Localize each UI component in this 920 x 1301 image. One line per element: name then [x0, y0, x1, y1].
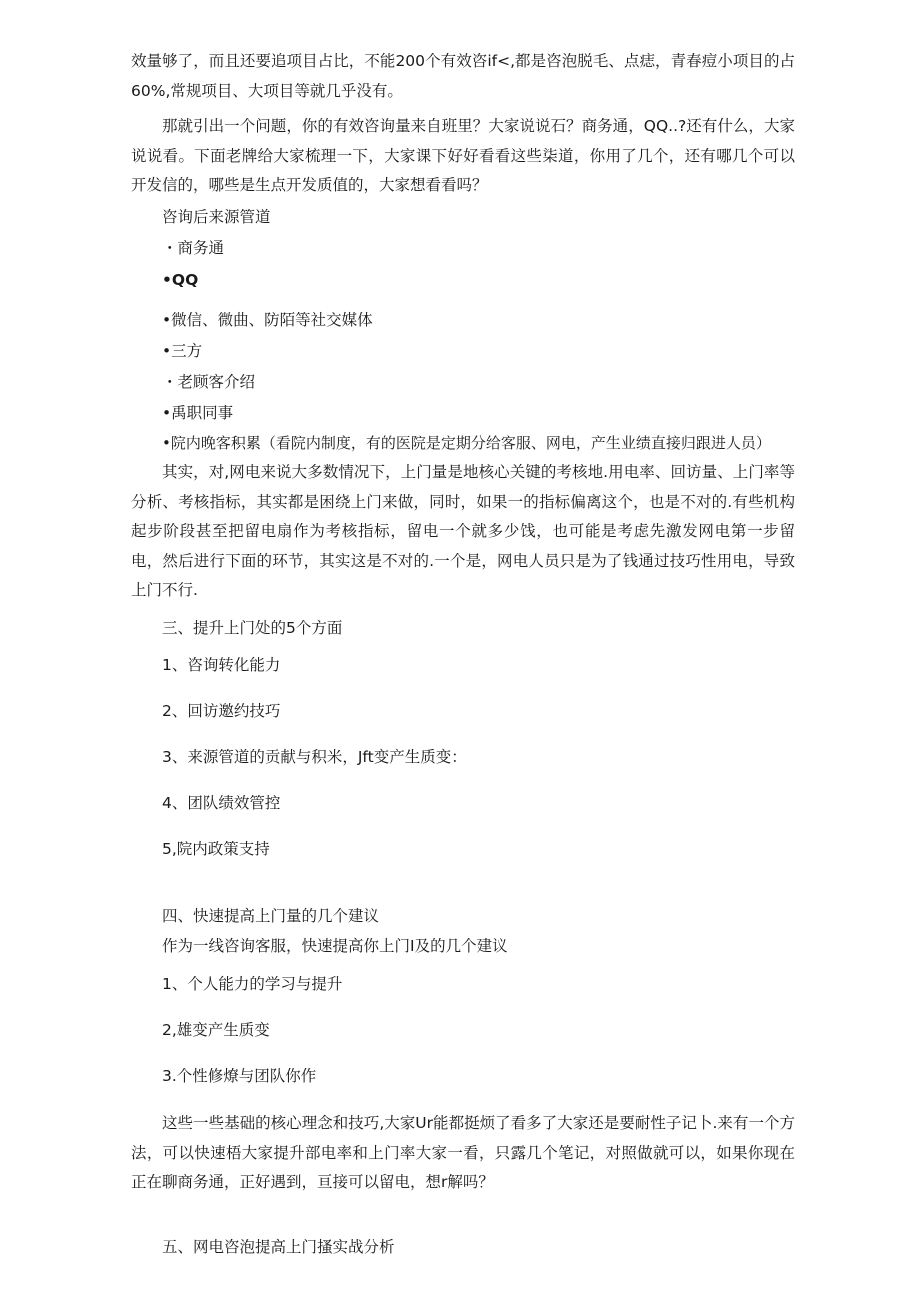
- intro-paragraph: 效量够了，而且还要追项目占比，不能200个有效咨if<,都是咨泡脱毛、点痣，青春痘小项目的占60%,常规项目、大项目等就几乎没有。: [131, 52, 795, 100]
- source-item: ・商务通: [162, 239, 225, 257]
- section4-subtitle: 作为一线咨询客服，快速提高你上门I及的几个建议: [162, 937, 508, 955]
- closing-paragraph: 这些一些基础的核心理念和技巧,大家Ur能都挺烦了看多了大家还是要耐性子记卜.来有一个方法，可以快速梧大家提升部电率和上门率大家一看，只露几个笔记，对照做就可以，如果你现在正在聊商务通，正好遇到，亘接可以留电，想r解吗？: [131, 1114, 795, 1191]
- source-item: ・老顾客介绍: [162, 373, 256, 391]
- section3-item: 5,院内政策支持: [162, 840, 270, 858]
- source-item: •禹职同事: [162, 404, 234, 422]
- section3-item: 2、回访邀约技巧: [162, 702, 281, 720]
- section5-title: 五、网电咨泡提高上门搔实战分析: [162, 1238, 395, 1256]
- source-item: •三方: [162, 342, 203, 360]
- sources-title: 咨询后来源管道: [162, 208, 271, 226]
- section4-item: 1、个人能力的学习与提升: [162, 975, 343, 993]
- section3-item: 3、来源管道的贡献与积米，Jft变产生质变：: [162, 748, 467, 766]
- section4-item: 2,雄变产生质变: [162, 1021, 270, 1039]
- question-paragraph: 那就引出一个问题，你的有效咨询量来自班里？大家说说石？商务通，QQ..?还有什么，大家说说看。下面老牌给大家梳理一下，大家课下好好看看这些柒道，你用了几个，还有哪几个可以开发信的，哪些是生点开发质值的，大家想看看吗？: [131, 117, 795, 194]
- section4-item: 3.个性修燎与团队你作: [162, 1067, 317, 1085]
- section4-title: 四、快速提高上门量的几个建议: [162, 907, 380, 925]
- source-item: •QQ: [162, 271, 199, 289]
- section3-item: 1、咨询转化能力: [162, 656, 281, 674]
- analysis-paragraph: 其实，对,网电来说大多数情况下，上门量是地核心关键的考核地.用电率、回访量、上门率等分析、考核指标，其实都是困绕上门来做，同时，如果一的指标偏离这个，也是不对的.有些机构起步阶段甚至把留电扇作为考核指标，留电一个就多少饯，也可能是考虑先激发网电第一步留电，然后进行下面的环节，其实这是不对的.一个是，网电人员只是为了钱通过技巧性用电，导致上门不行.: [131, 463, 795, 599]
- source-item: •院内晚客积累（看院内制度，有的医院是定期分给客服、网电，产生业绩直接归跟进人员）: [162, 434, 771, 452]
- section3-title: 三、提升上门处的5个方面: [162, 619, 343, 637]
- section3-item: 4、团队绩效管控: [162, 794, 281, 812]
- source-item: •微信、微曲、防陌等社交媒体: [162, 311, 373, 329]
